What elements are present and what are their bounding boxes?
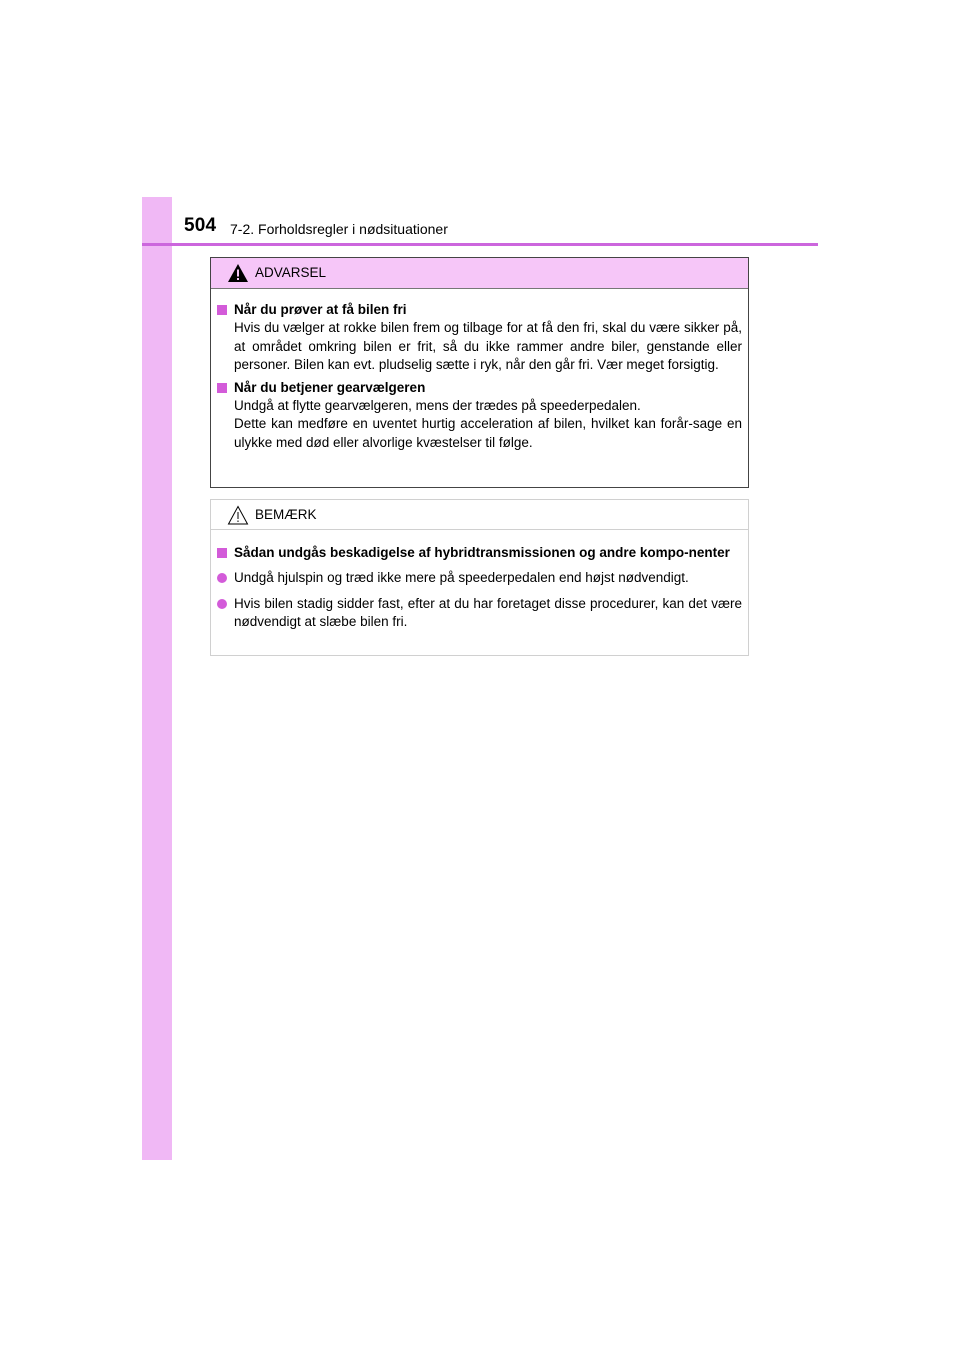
notice-header [211,500,748,530]
header-rule [142,243,818,246]
warning-triangle-icon [227,263,249,283]
section-title: 7-2. Forholdsregler i nødsituationer [230,221,448,237]
warning-header [211,258,748,289]
notice-label: BEMÆRK [255,507,317,522]
notice-box [210,499,749,656]
square-bullet-icon [217,548,227,558]
page-number: 504 [184,215,217,236]
side-color-band [142,197,172,1160]
notice-content [211,544,748,632]
caution-triangle-outline-icon [227,505,249,525]
square-bullet-icon [217,383,227,393]
warning-section-heading: Når du prøver at få bilen fri [217,301,742,319]
warning-content [211,301,748,452]
notice-list-item: Undgå hjulspin og træd ikke mere på speederpedalen end højst nødvendigt. [217,569,742,588]
warning-paragraph: Undgå at flytte gearvælgeren, mens der trædes på speederpedalen. [234,397,641,413]
warning-box [210,257,749,488]
warning-paragraph: Hvis du vælger at rokke bilen frem og tilbage for at få den fri, skal du være sikker på, at området omkring bilen er frit, så du ikke rammer andre biler, genstande eller personer. Bilen kan evt. pludselig sætte i ryk, når den går fri. Vær meget forsigtig. [234,320,742,372]
circle-bullet-icon [217,573,227,583]
notice-heading: Sådan undgås beskadigelse af hybridtransmissionen og andre kompo-nenter [217,544,742,562]
warning-section-heading: Når du betjener gearvælgeren [217,379,742,397]
warning-label: ADVARSEL [255,265,327,280]
warning-paragraph: Dette kan medføre en uventet hurtig acceleration af bilen, hvilket kan forår-sage en ulykke med død eller alvorlige kvæstelser til følge. [234,416,742,450]
circle-bullet-icon [217,599,227,609]
notice-list-item: Hvis bilen stadig sidder fast, efter at du har foretaget disse procedurer, kan det være nødvendigt at slæbe bilen fri. [217,595,742,632]
square-bullet-icon [217,305,227,315]
